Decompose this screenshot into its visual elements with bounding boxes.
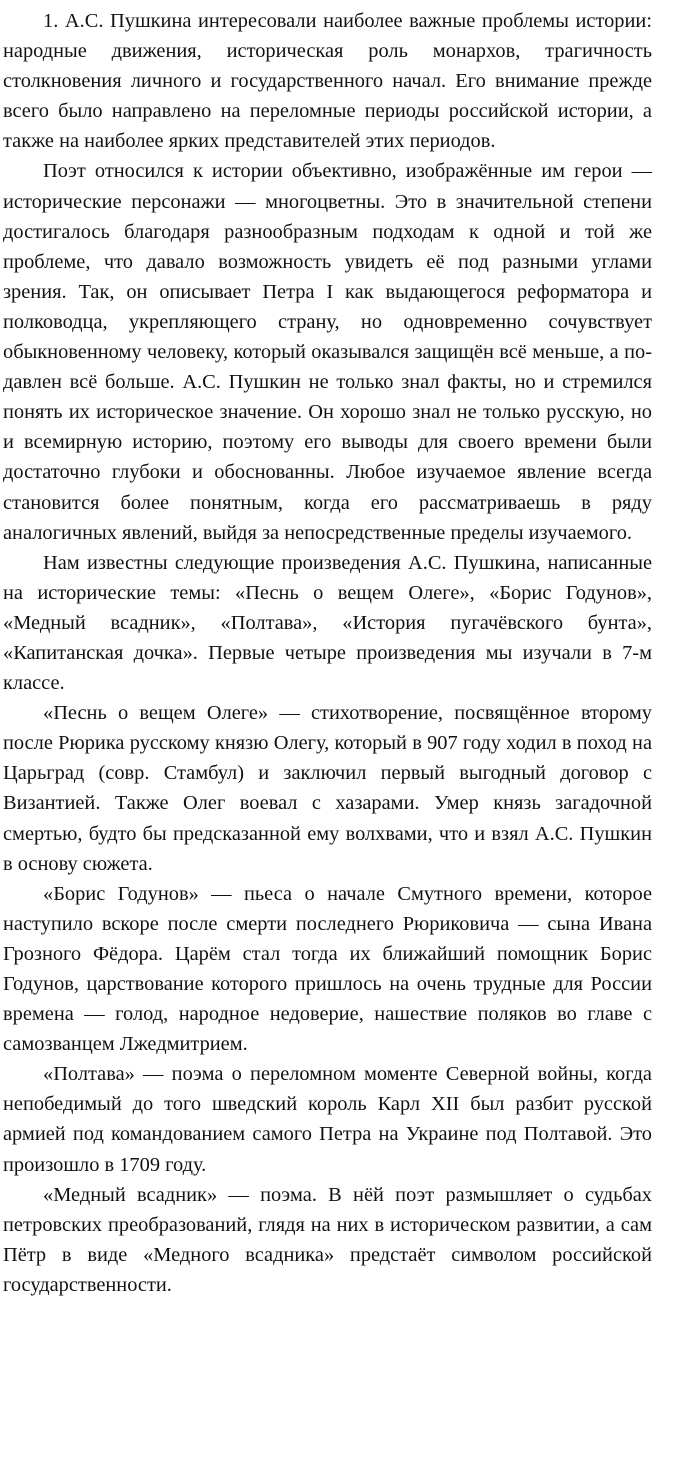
paragraph-historical-works: Нам известны следующие произведения А.С. Пушкина, написанные на исторические темы: «Песнь о вещем Олеге», «Борис Годунов», «Медный всадник», «Полтава», «История пугачёвского бунта», «Капитанская дочка». Первые четыре произведения мы изучали в 7-м классе.	[3, 551, 652, 695]
paragraph-pushkin-interests: 1. А.С. Пушкина интересовали наиболее важные проблемы истории: народные движения, историческая роль монархов, трагичность столкновения личного и государственного начал. Его внимание прежде всего было направлено на переломные периоды российской истории, а также на наиболее ярких представителей этих периодов.	[3, 10, 652, 153]
paragraph-bronze-horseman: «Медный всадник» — поэма. В нёй поэт размышляет о судьбах петровских преобразований, глядя на них в историческом развитии, а сам Пётр в виде «Медного всадника» предстаёт символом российской государственности.	[3, 1183, 652, 1296]
paragraph-oleg-song: «Песнь о вещем Олеге» — стихотворение, посвящённое второму после Рюрика русскому князю Олегу, который в 907 году ходил в поход на Царьград (совр. Стамбул) и заключил первый выгодный договор с Византией. Также Олег воевал с хазарами. Умер князь загадочной смертью, будто бы предсказанной ему волхвами, что и взял А.С. Пушкин в основу сюжета.	[3, 702, 652, 875]
paragraph-boris-godunov: «Борис Годунов» — пьеса о начале Смутного времени, которое наступило вскоре после смерти последнего Рюриковича — сына Ивана Грозного Фёдора. Царём стал тогда их ближайший помощник Борис Годунов, царствование которого пришлось на очень трудные для России времена — голод, народное недоверие, нашествие поляков во главе с самозванцем Лжедмитрием.	[3, 882, 652, 1056]
paragraph-objective-history: Поэт относился к истории объективно, изображённые им герои — исторические персонажи — многоцветны. Это в значительной степени достигалось благодаря разнообразным подходам к одной и той же проблеме, что давало возможность увидеть её под разными углами зрения. Так, он описывает Петра I как выдающегося реформатора и полководца, укрепляющего страну, но одновременно сочувствует обыкновенному человеку, который оказывался защищён всё меньше, а подавлен всё больше. А.С. Пушкин не только знал факты, но и стремился понять их историческое значение. Он хорошо знал не только русскую, но и всемирную историю, поэтому его выводы для своего времени были достаточно глубоки и обоснованны. Любое изучаемое явление всегда становится более понятным, когда его рассматриваешь в ряду аналогичных явлений, выйдя за непосредственные пределы изучаемого.	[3, 160, 652, 544]
paragraph-poltava: «Полтава» — поэма о переломном моменте Северной войны, когда непобедимый до того шведский король Карл XII был разбит русской армией под командованием самого Петра на Украине под Полтавой. Это произошло в 1709 году.	[3, 1063, 652, 1176]
